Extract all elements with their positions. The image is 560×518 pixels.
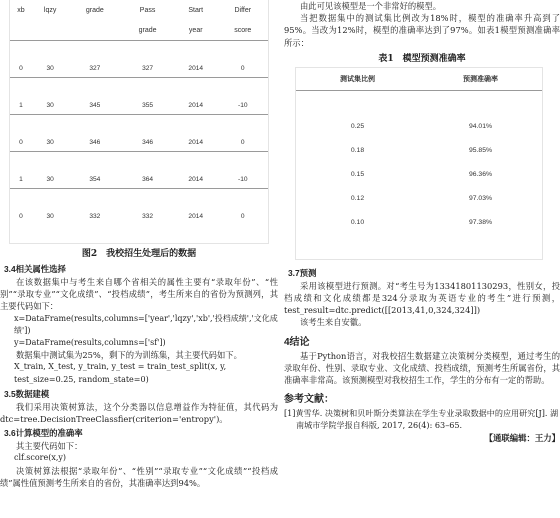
table-cell: 327 [121,59,174,78]
table-cell: 0.25 [350,123,365,131]
col-header: Differ [234,6,252,14]
table-cell: -10 [218,96,268,115]
section-3-7-paragraph: 该考生来自安徽。 [300,317,367,328]
table-row [296,211,542,235]
section-4-title: 4结论 [284,336,310,348]
col-header: score [218,20,268,41]
section-3-7-title: 3.7预测 [288,267,317,278]
table-cell: 2014 [174,133,218,152]
table-row [10,96,268,115]
code-line: clf.score(x,y) [14,453,67,463]
section-3-4-paragraph: 数据集中测试集为25%，剩下的为训练集，其主要代码如下。 [16,350,242,361]
section-3-4-title: 3.4相关属性选择 [4,264,66,274]
col-header: Start [188,6,204,14]
left-column [0,0,278,518]
table-cell: 0.10 [350,219,365,227]
col-header: Pass [139,6,156,14]
paragraph: 由此可见该模型是一个非常好的模型。 [300,1,442,11]
right-column [284,0,560,518]
table-cell: 0 [218,59,268,78]
code-line: y=DataFrame(results,columns=['sf']) [14,338,166,348]
table-row [296,187,542,211]
table-cell: 0 [10,59,32,78]
table-cell: 327 [68,59,121,78]
table-1-header-row [296,68,542,91]
table-cell: 0.12 [350,195,365,203]
col-header: 预测准确率 [419,68,542,91]
table-cell: 2014 [174,170,218,189]
col-header [32,20,69,41]
table-cell: -10 [218,170,268,189]
col-header: xb [17,6,25,14]
table-cell: 95.85% [468,147,493,155]
table-cell: 94.01% [468,123,493,131]
col-header: grade [121,20,174,41]
table-cell: 355 [121,96,174,115]
section-3-6-paragraph: 其主要代码如下： [16,441,83,452]
table-cell: 1 [10,170,32,189]
col-header: lqzy [43,6,57,14]
editor-credit: 【通联编辑：王力】 [484,433,560,444]
references-title: 参考文献： [284,394,334,406]
table-row [10,59,268,78]
table-cell: 346 [121,133,174,152]
figure-2-header-row-1 [10,0,268,20]
table-cell: 30 [32,59,69,78]
table-row [296,115,542,139]
col-header [68,20,121,41]
table-row [10,133,268,152]
table-cell: 0 [218,133,268,152]
paragraph: 当把数据集中的测试集比例改为18%时，模型的准确率升高到了95%。当改为12%时，模型的准确率达到了97%。如表1模型预测准确率所示： [284,13,560,48]
section-3-4-paragraph: 在该数据集中与考生来自哪个省相关的属性主要有“录取年份”、“性别”“录取专业”“文化成绩”、“投档成绩”，考生所来自的省份为预测列，其主要代码如下： [0,277,278,312]
table-row [296,139,542,163]
table-row [296,163,542,187]
code-line: X_train, X_test, y_train, y_test = train_test_split(x, y, test_size=0.25, random_state=0) [14,362,227,384]
figure-2-header-row-2 [10,20,268,41]
table-cell: 97.38% [468,219,493,227]
table-1-caption: 表1 模型预测准确率 [378,53,466,64]
col-header: year [174,20,218,41]
table-cell: 1 [10,96,32,115]
table-cell: 2014 [174,59,218,78]
col-header [10,20,32,41]
table-cell: 0 [10,133,32,152]
section-4-paragraph: 基于Python语言，对我校招生数据建立决策树分类模型，通过考生的录取年份、性别、录取专业、文化成绩、投档成绩，预测考生所属省份，其准确率非常高。该预测模型对我校招生工作，学生的分布有一定的帮助。 [284,350,560,386]
table-cell: 0 [240,212,245,220]
table-cell: 332 [142,212,154,220]
table-cell: 332 [89,212,101,220]
table-cell: 2014 [188,212,204,220]
table-cell: 0 [19,212,23,220]
table-1 [296,68,542,259]
figure-2-table [10,0,268,243]
table-row [10,170,268,189]
table-cell: 345 [68,96,121,115]
table-cell: 2014 [174,96,218,115]
table-cell: 354 [68,170,121,189]
reference-item: [1]黄雪华. 决策树和贝叶斯分类算法在学生专业录取数据中的应用研究[J]. 湖南城市学院学报自科版, 2017, 26(4): 63–65. [284,408,559,431]
table-row [10,207,268,225]
code-line: x=DataFrame(results,columns=['year','lqzy','xb','投档成绩','文化成绩']) [14,313,278,335]
col-header: 测试集比例 [296,68,419,91]
table-1-screenshot [296,68,542,259]
table-cell: 30 [32,96,69,115]
section-3-7-paragraph: 采用该模型进行预测。对“考生号为13341801130293，性别女，投档成绩和文化成绩都是324分录取为英语专业的考生”进行预测，test_result=dtc.predict([[2013,41,0,324,324]]) [284,280,560,316]
section-3-5-paragraph: 我们采用决策树算法，这个分类器以信息增益作为特征值，其代码为dtc=tree.DecisionTreeClassfier(criterion='entropy')。 [0,401,278,425]
table-cell: 30 [32,170,69,189]
table-cell: 364 [121,170,174,189]
table-cell: 346 [68,133,121,152]
table-cell: 0.18 [350,147,365,155]
table-cell: 97.03% [468,195,493,203]
section-3-6-title: 3.6计算模型的准确率 [4,428,83,439]
table-cell: 30 [32,133,69,152]
spacer-row [10,41,268,60]
figure-2-screenshot [10,0,268,243]
table-cell: 30 [46,212,54,220]
table-cell: 96.36% [468,171,493,179]
section-3-5-title: 3.5数据建模 [4,388,50,399]
col-header: grade [85,6,104,14]
figure-2-caption: 图2 我校招生处理后的数据 [81,249,197,259]
table-cell: 0.15 [350,171,365,179]
section-3-6-paragraph: 决策树算法根据“录取年份”、“性别”“录取专业”“文化成绩”“投档成绩”属性值预测考生所来自的省份，其准确率达到94%。 [0,465,278,488]
